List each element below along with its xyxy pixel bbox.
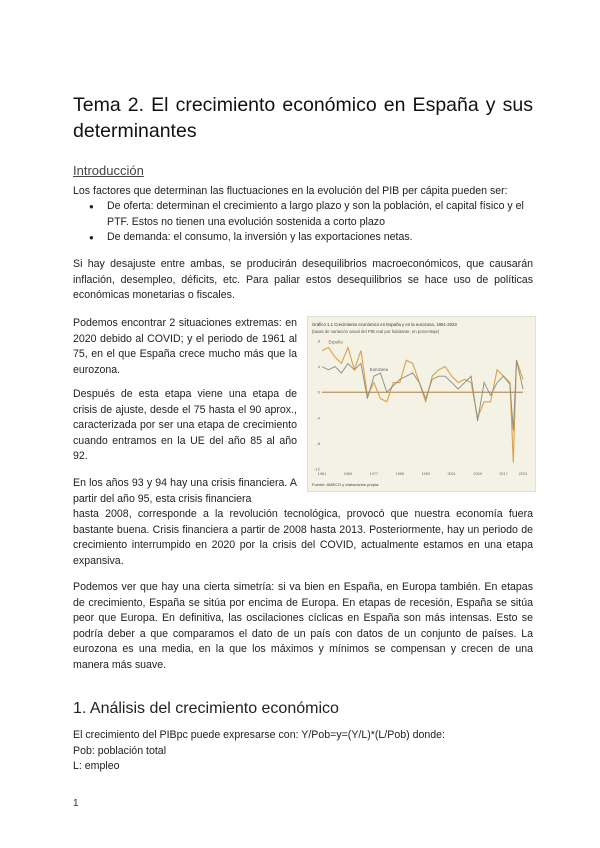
chart-subtitle: (tasas de variación anual del PIB real por habitante, en porcentaje) — [312, 329, 440, 334]
growth-chart-figure — [307, 316, 536, 492]
x-tick-label: 2001 — [447, 472, 456, 476]
x-tick-label: 2009 — [473, 472, 482, 476]
x-tick-label: 1961 — [317, 472, 327, 476]
series-line-eurozona — [322, 360, 523, 430]
definition-l: L: empleo — [73, 760, 120, 773]
formula-line: El crecimiento del PIBpc puede expresarse con: Y/Pob=y=(Y/L)*(L/Pob) donde: — [73, 729, 445, 741]
paragraph-crisis-narrow: En los años 93 y 94 hay una crisis financiera. A partir del año 95, esta crisis financiera — [73, 477, 297, 505]
series-line-espana — [322, 347, 523, 462]
definition-pob: Pob: población total — [73, 744, 167, 757]
formula-block — [73, 728, 533, 775]
x-tick-label: 2017 — [499, 472, 508, 476]
x-tick-label: 1985 — [395, 472, 405, 476]
x-tick-label: 2023 — [518, 472, 528, 476]
y-tick-label: 4 — [317, 364, 320, 370]
list-item-oferta: ● De oferta: determinan el crecimiento a largo plazo y son la población, el capital físico y el PTF. Estos no tienen una evolución sostenida a corto plazo — [89, 199, 533, 230]
paragraph-desajuste: Si hay desajuste entre ambas, se producirán desequilibrios macroeconómicos, que causarán inflación, desempleo, déficits, etc. Para paliar estos desequilibrios se hace uso de políticas económicas monetarias o fiscales. — [73, 258, 533, 302]
intro-paragraph: Los factores que determinan las fluctuaciones en la evolución del PIB per cápita pueden ser: — [73, 185, 508, 197]
y-tick-label: 0 — [317, 389, 320, 395]
paragraph-crisis-wide: hasta 2008, corresponde a la revolución tecnológica, provocó que nuestra economía fuera bastante buena. Crisis financiera a partir de 2008 hasta 2013. Posteriormente, hay un periodo de crecimiento interrumpido en 2020 por la crisis del COVID, actualmente estamos en una etapa expansiva. — [73, 508, 533, 567]
y-tick-label: 8 — [317, 338, 320, 344]
page-number: 1 — [73, 798, 79, 809]
chart-title: Gráfico 1.1 Crecimiento económico en España y en la eurozona, 1961-2023 — [312, 322, 457, 327]
y-tick-label: -4 — [316, 415, 320, 421]
legend-eurozona: Eurozona — [369, 367, 388, 373]
factor-list — [89, 199, 533, 246]
list-item-demanda: ● De demanda: el consumo, la inversión y las exportaciones netas. — [89, 230, 533, 246]
section-heading: 1. Análisis del crecimiento económico — [73, 700, 339, 717]
document-title: Tema 2. El crecimiento económico en España y sus determinantes — [73, 94, 533, 142]
chart-source: Fuente: AMECO y elaboración propia. — [312, 482, 380, 487]
y-tick-label: -12 — [314, 466, 320, 472]
paragraph-etapa: Después de esta etapa viene una etapa de crisis de ajuste, desde el 75 hasta el 90 aprox., caracterizada por ser una etapa de crecimiento cuando entramos en la UE del año 85 al año 92. — [73, 388, 297, 463]
paragraph-simetria: Podemos ver que hay una cierta simetría: si va bien en España, en Europa también. En etapas de crecimiento, España se sitúa por encima de Europa. En etapas de recesión, España se sitúa peor que Europa. En definitiva, las oscilaciones cíclicas en España son más intensas. Esto se podría deber a que comparamos el dato de un país con datos de un conjunto de países. La eurozona es una media, en la que los máximos y mínimos se compensan y crecen de una manera más suave. — [73, 581, 533, 671]
intro-heading: Introducción — [73, 163, 144, 178]
x-tick-label: 1969 — [343, 472, 353, 476]
x-tick-label: 1993 — [421, 472, 430, 476]
x-tick-label: 1977 — [369, 472, 379, 476]
y-tick-label: -8 — [316, 440, 320, 446]
legend-espana: España — [328, 339, 343, 345]
growth-chart — [308, 317, 535, 491]
paragraph-situaciones: Podemos encontrar 2 situaciones extremas: en 2020 debido al COVID; y el periodo de 1961 al 75, en el que España crece mucho más que la eurozona. — [73, 317, 297, 376]
